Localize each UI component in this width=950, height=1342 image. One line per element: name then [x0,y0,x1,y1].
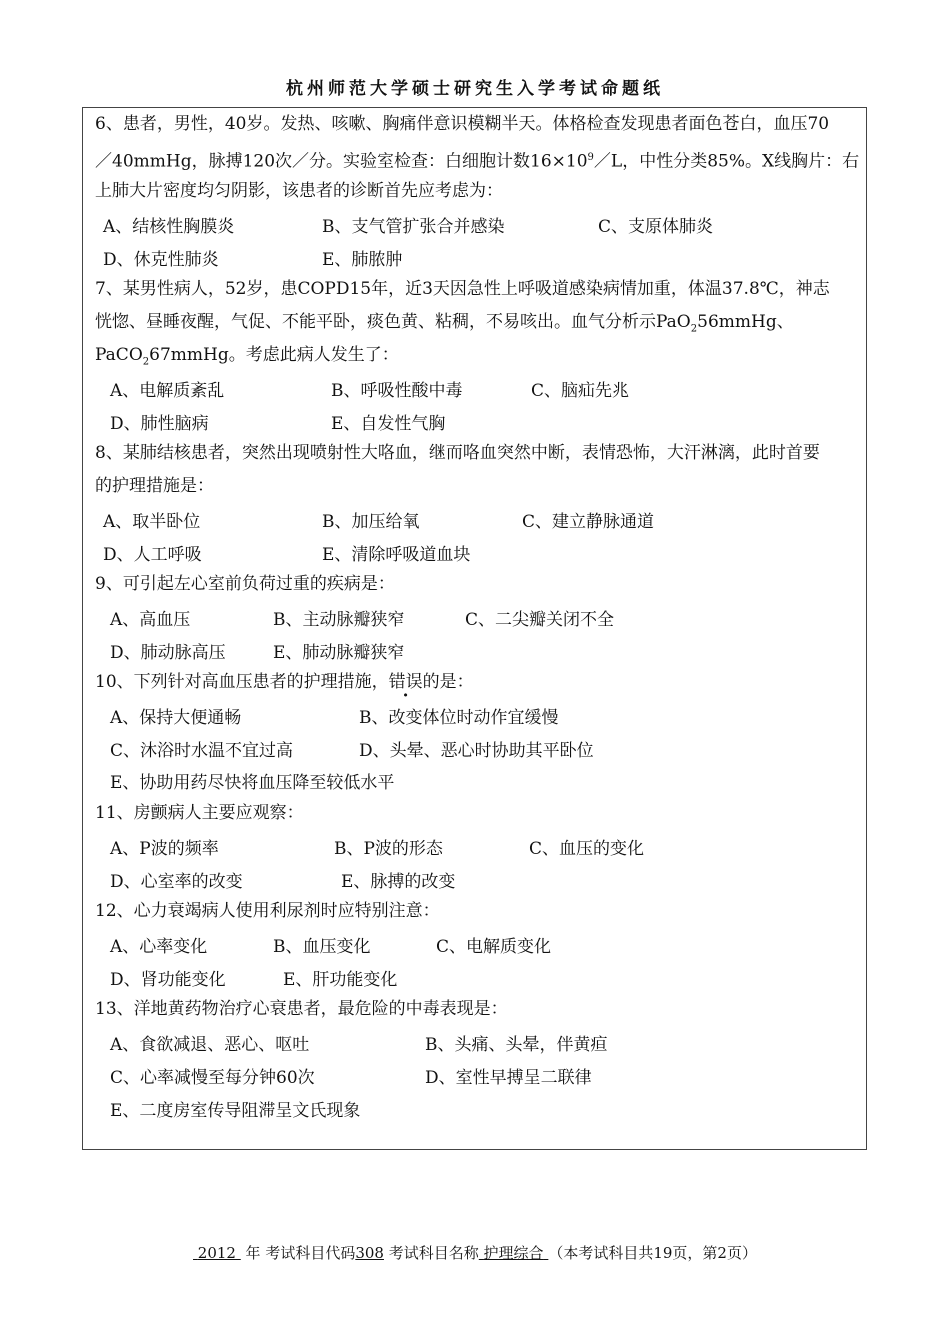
footer-pages: （本考试科目共19页，第2页） [548,1244,757,1262]
q7-line3: PaCO$_2$67mmHg。考虑此病人发生了： [95,345,399,368]
q12-option-b: B、血压变化 [273,937,371,957]
q7-option-b: B、呼吸性酸中毒 [331,381,463,401]
q13-option-a: A、食欲减退、恶心、呕吐 [110,1035,310,1055]
q13-option-d: D、室性早搏呈二联律 [425,1068,592,1088]
q12-option-e: E、肝功能变化 [283,970,398,990]
q6-option-c: C、支原体肺炎 [598,217,714,237]
footer-year-suffix: 年 考试科目代码 [245,1244,356,1262]
footer-code: 308 [355,1244,384,1262]
q8-option-c: C、建立静脉通道 [522,512,655,532]
q10-option-b: B、改变体位时动作宜缓慢 [359,708,559,728]
q7-line1: 7、某男性病人，52岁，患COPD15年，近3天因急性上呼吸道感染病情加重，体温37.8℃，神志 [95,279,830,299]
q6-line1: 6、患者，男性，40岁。发热、咳嗽、胸痛伴意识模糊半天。体格检查发现患者面色苍白，血压70 [95,114,830,134]
q7-option-e: E、自发性气胸 [331,414,446,434]
q12-option-d: D、肾功能变化 [110,970,226,990]
q11-option-c: C、血压的变化 [529,839,645,859]
q10-option-c: C、沐浴时水温不宜过高 [110,741,294,761]
q7-option-a: A、电解质紊乱 [110,381,225,401]
q10-stem: 10、下列针对高血压患者的护理措施，错误的是： [95,672,474,692]
q7-option-c: C、脑疝先兆 [531,381,630,401]
q13-option-e: E、二度房室传导阻滞呈文氏现象 [110,1101,361,1121]
footer-year: 2012 [197,1244,236,1262]
q6-option-b: B、支气管扩张合并感染 [322,217,505,237]
q9-option-a: A、高血压 [110,610,191,630]
page-footer [0,1242,950,1263]
q11-option-e: E、脉搏的改变 [341,872,456,892]
q9-option-c: C、二尖瓣关闭不全 [465,610,615,630]
footer-subject: 护理综合 [483,1244,544,1262]
q6-option-a: A、结核性胸膜炎 [103,217,235,237]
page-title: 杭州师范大学硕士研究生入学考试命题纸 [286,79,664,99]
q10-emphasis: 错误 [388,672,423,692]
q8-line2: 的护理措施是： [95,476,214,496]
q13-option-c: C、心率减慢至每分钟60次 [110,1068,315,1088]
q13-stem: 13、洋地黄药物治疗心衰患者，最危险的中毒表现是： [95,999,508,1019]
q13-option-b: B、头痛、头晕，伴黄疸 [425,1035,608,1055]
q10-option-d: D、头晕、恶心时协助其平卧位 [359,741,594,761]
footer-name-label: 考试科目名称 [388,1244,479,1262]
q11-option-b: B、P波的形态 [334,839,443,859]
q7-line2: 恍惚、昼睡夜醒，气促、不能平卧，痰色黄、粘稠，不易咳出。血气分析示PaO$_2$56mmHg、 [95,312,794,335]
q10-option-a: A、保持大便通畅 [110,708,242,728]
q11-option-d: D、心室率的改变 [110,872,243,892]
q8-line1: 8、某肺结核患者，突然出现喷射性大咯血，继而咯血突然中断，表情恐怖，大汗淋漓，此时首要 [95,443,820,463]
q10-option-e: E、协助用药尽快将血压降至较低水平 [110,773,395,793]
q6-line2: ／40mmHg，脉搏120次／分。实验室检查：白细胞计数$16\times 10^9/L$，中性分类85%。X线胸片：右 [95,151,860,172]
q12-option-a: A、心率变化 [110,937,208,957]
q11-option-a: A、P波的频率 [110,839,219,859]
q7-option-d: D、肺性脑病 [110,414,209,434]
q8-option-a: A、取半卧位 [103,512,201,532]
q9-stem: 9、可引起左心室前负荷过重的疾病是： [95,574,395,594]
q8-option-e: E、清除呼吸道血块 [322,545,471,565]
q8-option-b: B、加压给氧 [322,512,420,532]
q9-option-b: B、主动脉瓣狭窄 [273,610,405,630]
q6-option-d: D、休克性肺炎 [103,250,219,270]
q11-stem: 11、房颤病人主要应观察： [95,803,304,823]
q6-line3: 上肺大片密度均匀阴影，该患者的诊断首先应考虑为： [95,181,503,201]
q9-option-e: E、肺动脉瓣狭窄 [273,643,405,663]
q6-option-e: E、肺脓肿 [322,250,403,270]
q9-option-d: D、肺动脉高压 [110,643,226,663]
q12-option-c: C、电解质变化 [436,937,552,957]
q12-stem: 12、心力衰竭病人使用利尿剂时应特别注意： [95,901,440,921]
q8-option-d: D、人工呼吸 [103,545,202,565]
